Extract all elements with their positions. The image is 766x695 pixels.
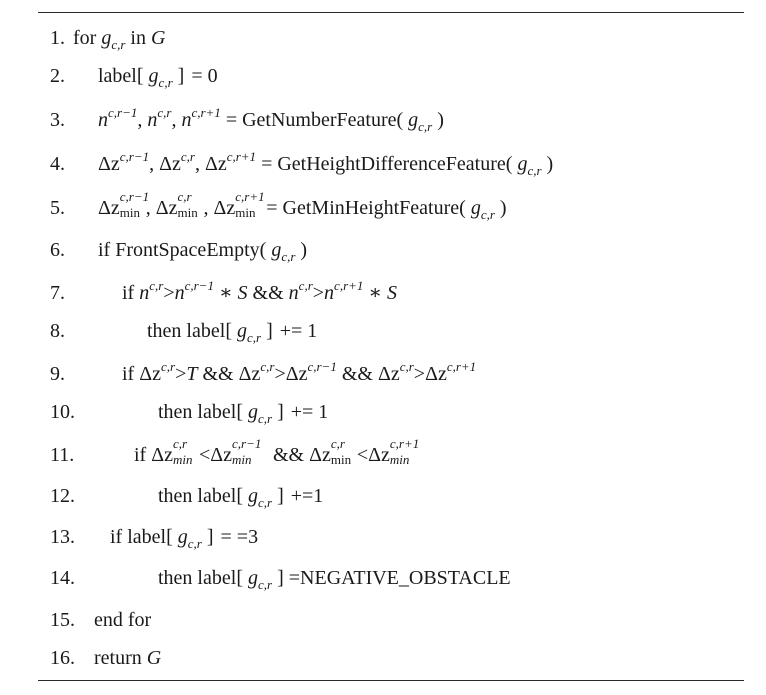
func-get-min-height-feature: GetMinHeightFeature (282, 197, 460, 219)
top-rule (38, 12, 744, 13)
algorithm-line-2: 2. label[ $g_{c,r}$ ] = 0 (0, 58, 766, 94)
algorithm-line-8: 8. then label[ $g_{c,r}$ ] += 1 (0, 313, 766, 349)
line-number: 15. (50, 609, 75, 631)
line-number: 3. (50, 109, 65, 131)
algorithm-line-1: 1. for $g_{c,r}$ in G (0, 20, 766, 56)
line-number: 2. (50, 65, 65, 87)
line-number: 10. (50, 401, 75, 423)
line-number: 7. (50, 282, 65, 304)
algorithm-line-5: 5. Δz c,r−1 min , Δz c,r min , Δz c,r+1 min = GetMinHeightFeature( $g_{c,r}$ ) (0, 190, 766, 226)
label-text: label (98, 65, 137, 87)
line-number: 13. (50, 526, 75, 548)
algorithm-line-11: 11. if Δz c,r min <Δz c,r−1 min && Δz c,r min <Δz c,r+1 min (0, 437, 766, 473)
assign-zero: = 0 (191, 65, 218, 87)
algorithm-line-4: 4. $\Delta z^{c,r-1}$, Δz$^{c,r}$, $\Delta z^{c,r+1}$ = GetHeightDifferenceFeature( $g_{c,r}$ ) (0, 146, 766, 182)
algorithm-line-14: 14. then label[ $g_{c,r}$ ] =NEGATIVE_OBSTACLE (0, 560, 766, 596)
algorithm-line-16: 16. return G (0, 640, 766, 676)
algorithm-line-3: 3. $n^{c,r-1}$, $n^{c,r}$, $n^{c,r+1}$ = GetNumberFeature( $g_{c,r}$ ) (0, 102, 766, 138)
line-number: 8. (50, 320, 65, 342)
line-number: 16. (50, 647, 75, 669)
algorithm-line-15: 15. end for (0, 602, 766, 638)
line-number: 1. (50, 27, 65, 49)
func-front-space-empty: FrontSpaceEmpty (115, 239, 260, 261)
keyword-for: for (73, 27, 97, 49)
line-number: 6. (50, 239, 65, 261)
algorithm-line-7: 7. if $n^{c,r}>n^{c,r-1}$ ∗ S && $n^{c,r}>n^{c,r+1}$ ∗ S (0, 275, 766, 311)
line-number: 14. (50, 567, 75, 589)
var-g: g (101, 27, 112, 49)
bottom-rule (38, 680, 744, 681)
keyword-in: in (130, 27, 146, 49)
line-number: 5. (50, 197, 65, 219)
func-get-height-difference-feature: GetHeightDifferenceFeature (277, 153, 506, 175)
line-number: 9. (50, 363, 65, 385)
algorithm-line-10: 10. then label[ $g_{c,r}$ ] += 1 (0, 394, 766, 430)
algorithm-line-13: 13. if label[ $g_{c,r}$ ] = =3 (0, 519, 766, 555)
var-G: G (150, 27, 166, 49)
func-get-number-feature: GetNumberFeature (242, 109, 397, 131)
line-number: 12. (50, 485, 75, 507)
line-number: 4. (50, 153, 65, 175)
algorithm-line-9: 9. if Δz$^{c,r}$>T && $\Delta z^{c,r}>\Delta z^{c,r-1}$ && $\Delta z^{c,r}>\Delta z^{c,r+1}$ (0, 356, 766, 392)
line-number: 11. (50, 444, 75, 466)
algorithm-line-12: 12. then label[ $g_{c,r}$ ] +=1 (0, 478, 766, 514)
algorithm-line-6: 6. if FrontSpaceEmpty( $g_{c,r}$ ) (0, 232, 766, 268)
